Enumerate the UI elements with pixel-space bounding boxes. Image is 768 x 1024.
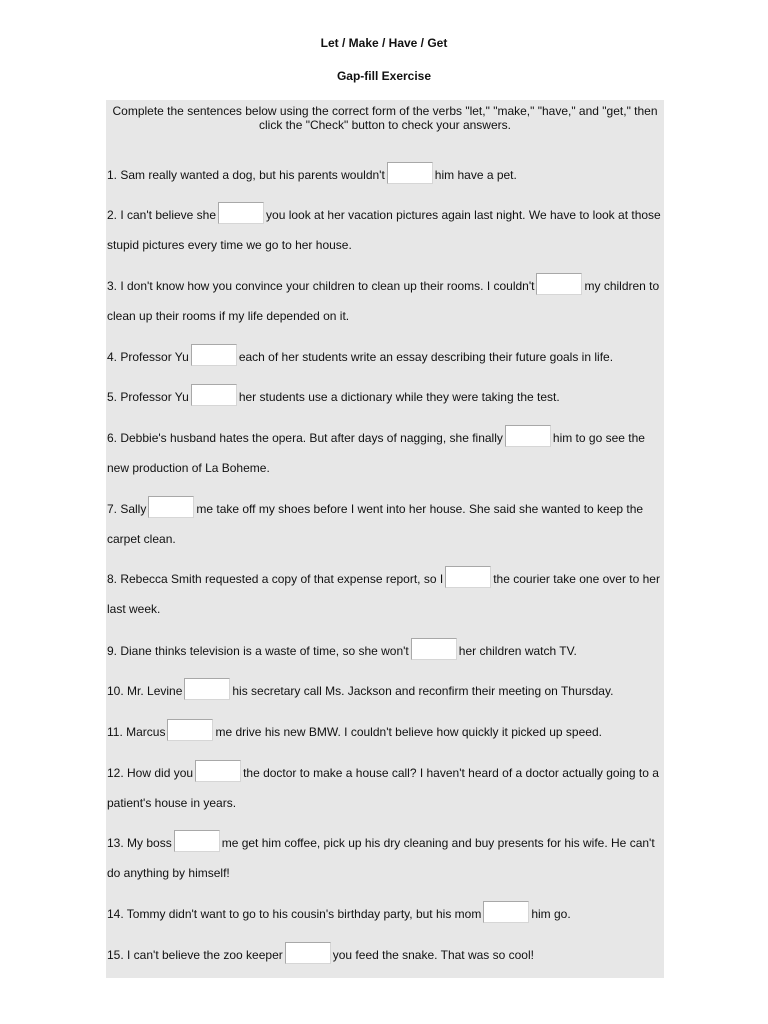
question-text-before: 12. How did you: [107, 766, 194, 780]
question-text-before: 6. Debbie's husband hates the opera. But after days of nagging, she finally: [107, 431, 503, 445]
question-text-after: his secretary call Ms. Jackson and reconfirm their meeting on Thursday.: [232, 684, 614, 698]
question-text-after: me drive his new BMW. I couldn't believe how quickly it picked up speed.: [215, 725, 602, 739]
answer-input-12[interactable]: [195, 760, 241, 782]
question-text-before: 14. Tommy didn't want to go to his cousin's birthday party, but his mom: [107, 907, 482, 921]
question-text-after: him to go see the new production of La Boheme.: [107, 431, 645, 475]
question-10: [107, 676, 663, 706]
answer-input-9[interactable]: [411, 638, 457, 660]
question-text-before: 1. Sam really wanted a dog, but his parents wouldn't: [107, 168, 385, 182]
question-text-after: her students use a dictionary while they were taking the test.: [238, 390, 560, 404]
question-text-before: 7. Sally: [107, 502, 147, 516]
question-text-before: 13. My boss: [107, 836, 172, 850]
question-text-before: 4. Professor Yu: [107, 350, 189, 364]
instructions: Complete the sentences below using the correct form of the verbs "let," "make," "have," and "get," then click the "Check" button to check your answers.: [112, 104, 658, 132]
answer-input-15[interactable]: [285, 942, 331, 964]
question-text-after: you feed the snake. That was so cool!: [332, 948, 534, 962]
answer-input-3[interactable]: [536, 273, 582, 295]
page-title: Let / Make / Have / Get: [320, 36, 448, 50]
question-text-after: the courier take one over to her last week.: [107, 572, 660, 616]
answer-input-11[interactable]: [167, 719, 213, 741]
exercise-panel: [106, 100, 664, 978]
question-9: [107, 636, 663, 666]
question-text-before: 9. Diane thinks television is a waste of time, so she won't: [107, 644, 409, 658]
question-text-after: me get him coffee, pick up his dry cleaning and buy presents for his wife. He can't do anything by himself!: [107, 836, 655, 880]
question-14: [107, 899, 663, 929]
question-text-after: her children watch TV.: [458, 644, 577, 658]
answer-input-10[interactable]: [184, 678, 230, 700]
answer-input-13[interactable]: [174, 830, 220, 852]
answer-input-5[interactable]: [191, 384, 237, 406]
page-subtitle: Gap-fill Exercise: [336, 69, 432, 83]
question-12: [107, 758, 663, 818]
question-13: [107, 828, 663, 888]
question-1: [107, 160, 663, 190]
question-7: [107, 494, 663, 554]
question-text-before: 5. Professor Yu: [107, 390, 189, 404]
question-text-before: 15. I can't believe the zoo keeper: [107, 948, 283, 962]
question-15: [107, 940, 663, 970]
answer-input-4[interactable]: [191, 344, 237, 366]
question-5: [107, 382, 663, 412]
question-text-after: my children to clean up their rooms if my life depended on it.: [107, 279, 660, 323]
question-text-before: 11. Marcus: [107, 725, 166, 739]
question-text-after: him go.: [531, 907, 571, 921]
question-11: [107, 717, 663, 747]
question-text-after: the doctor to make a house call? I haven't heard of a doctor actually going to a patient's house in years.: [107, 766, 659, 810]
question-text-after: him have a pet.: [434, 168, 517, 182]
answer-input-8[interactable]: [445, 566, 491, 588]
question-text-before: 3. I don't know how you convince your children to clean up their rooms. I couldn't: [107, 279, 535, 293]
question-text-after: you look at her vacation pictures again last night. We have to look at those stupid pictures every time we go to her house.: [107, 208, 661, 252]
question-text-before: 10. Mr. Levine: [107, 684, 183, 698]
answer-input-2[interactable]: [218, 202, 264, 224]
question-3: [107, 271, 663, 331]
question-2: [107, 200, 663, 260]
question-4: [107, 342, 663, 372]
question-text-before: 8. Rebecca Smith requested a copy of that expense report, so I: [107, 572, 444, 586]
question-8: [107, 564, 663, 624]
question-text-before: 2. I can't believe she: [107, 208, 217, 222]
question-text-after: me take off my shoes before I went into her house. She said she wanted to keep the carpet clean.: [107, 502, 644, 546]
answer-input-6[interactable]: [505, 425, 551, 447]
answer-input-1[interactable]: [387, 162, 433, 184]
question-text-after: each of her students write an essay describing their future goals in life.: [238, 350, 614, 364]
answer-input-7[interactable]: [148, 496, 194, 518]
answer-input-14[interactable]: [483, 901, 529, 923]
question-6: [107, 423, 663, 483]
